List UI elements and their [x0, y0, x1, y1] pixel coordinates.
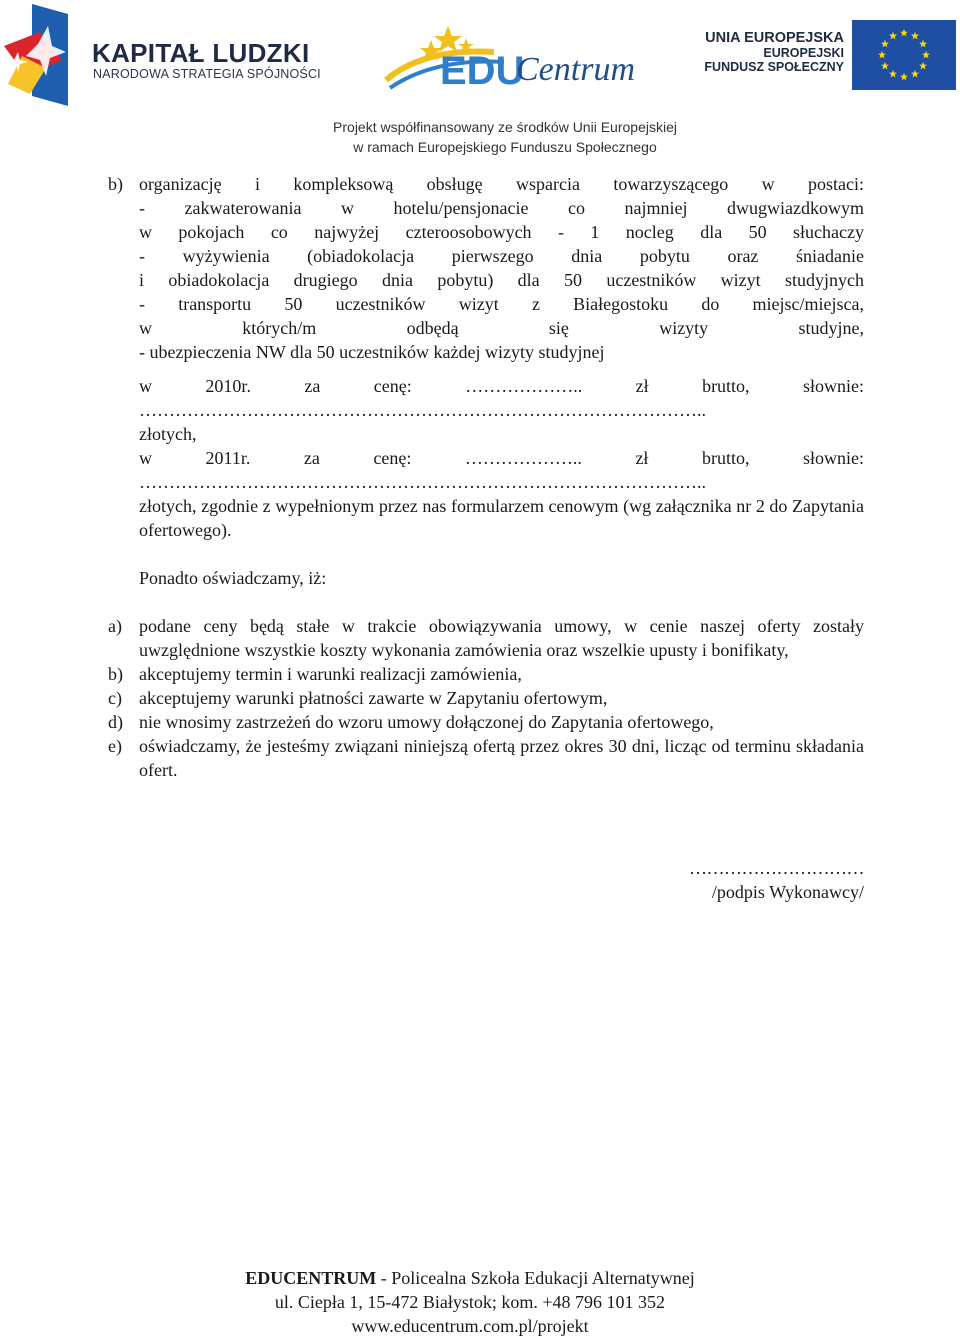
price-closing: złotych, zgodnie z wypełnionym przez nas formularzem cenowym (wg załącznika nr 2 do Zapytania ofertowego). — [139, 496, 864, 540]
eu-line-1: UNIA EUROPEJSKA — [705, 30, 844, 46]
document-body — [108, 172, 864, 782]
price-2011: w 2011r. za cenę: ……………….. zł brutto, słownie: — [139, 448, 864, 468]
section-b-line: - wyżywienia (obiadokolacja pierwszego dnia pobytu oraz śniadanie — [139, 246, 864, 266]
eu-flag-icon — [852, 20, 956, 90]
edu-brand-edu: EDU — [440, 49, 525, 93]
declaration-text: akceptujemy termin i warunki realizacji zamówienia, — [139, 664, 522, 684]
section-b-marker: b) — [108, 174, 123, 194]
section-b-line: - ubezpieczenia NW dla 50 uczestników każdej wizyty studyjnej — [139, 342, 605, 362]
price-2011-words: ………………………………………………………………………………….. — [139, 472, 706, 492]
declaration-intro: Ponadto oświadczamy, iż: — [139, 568, 327, 588]
declaration-marker: a) — [108, 616, 122, 636]
signature-label: /podpis Wykonawcy/ — [711, 882, 864, 902]
declaration-marker: b) — [108, 664, 123, 684]
declaration-marker: d) — [108, 712, 123, 732]
eu-line-3: FUNDUSZ SPOŁECZNY — [704, 60, 844, 75]
declaration-marker: e) — [108, 736, 122, 756]
page-header — [0, 0, 960, 160]
declaration-item — [108, 686, 864, 710]
price-2010: w 2010r. za cenę: ……………….. zł brutto, słownie: — [139, 376, 864, 396]
price-2010-currency: złotych, — [139, 424, 197, 444]
price-2010-words: ………………………………………………………………………………….. — [139, 400, 706, 420]
declaration-item — [108, 662, 864, 686]
declaration-marker: c) — [108, 688, 122, 708]
section-b-line: i obiadokolacja drugiego dnia pobytu) dla 50 uczestników wizyt studyjnych — [139, 270, 864, 290]
declaration-list — [108, 614, 864, 782]
signature-block — [681, 856, 864, 904]
section-b-line: w pokojach co najwyżej czteroosobowych - 1 nocleg dla 50 słuchaczy — [139, 222, 864, 242]
declaration-text: nie wnosimy zastrzeżeń do wzoru umowy dołączonej do Zapytania ofertowego, — [139, 712, 714, 732]
declaration-item — [108, 734, 864, 782]
section-b-line: - zakwaterowania w hotelu/pensjonacie co najmniej dwugwiazdkowym — [139, 198, 864, 218]
cofinance-line-2: w ramach Europejskiego Funduszu Społecznego — [353, 139, 657, 156]
signature-line: ………………………… — [689, 858, 864, 878]
eu-line-2: EUROPEJSKI — [763, 46, 844, 61]
section-b-line: - transportu 50 uczestników wizyt z Białegostoku do miejsc/miejsca, — [139, 294, 864, 314]
declaration-text: podane ceny będą stałe w trakcie obowiązywania umowy, w cenie naszej oferty zostały uwzględnione wszystkie koszty wykonania zamówienia oraz wszelkie upusty i bonifikaty, — [139, 616, 864, 660]
kapital-ludzki-subtitle: NARODOWA STRATEGIA SPÓJNOŚCI — [93, 67, 321, 81]
declaration-item — [108, 614, 864, 662]
footer-address: ul. Ciepła 1, 15-472 Białystok; kom. +48 796 101 352 — [274, 1292, 666, 1312]
footer-website: www.educentrum.com.pl/projekt — [351, 1316, 589, 1336]
section-b-line: organizację i kompleksową obsługę wsparcia towarzyszącego w postaci: — [139, 174, 864, 194]
edu-centrum-logo-icon — [384, 18, 654, 98]
section-b-line: w których/m odbędą się wizyty studyjne, — [139, 318, 864, 338]
page-footer — [0, 1266, 940, 1338]
footer-org-rest: - Policealna Szkoła Edukacji Alternatywnej — [376, 1268, 695, 1288]
section-b — [108, 172, 864, 542]
footer-org — [0, 1266, 940, 1290]
kapital-ludzki-title: KAPITAŁ LUDZKI — [92, 38, 310, 68]
edu-brand-centrum: Centrum — [516, 51, 635, 88]
cofinance-line-1: Projekt współfinansowany ze środków Unii Europejskiej — [333, 119, 677, 135]
cofinance-note — [0, 117, 960, 158]
declaration-text: oświadczamy, że jesteśmy związani niniejszą ofertą przez okres 30 dni, licząc od terminu składania ofert. — [139, 736, 864, 780]
eu-label — [694, 30, 844, 74]
footer-org-name: EDUCENTRUM — [245, 1268, 377, 1288]
declaration-item — [108, 710, 864, 734]
declaration-text: akceptujemy warunki płatności zawarte w Zapytaniu ofertowym, — [139, 688, 608, 708]
